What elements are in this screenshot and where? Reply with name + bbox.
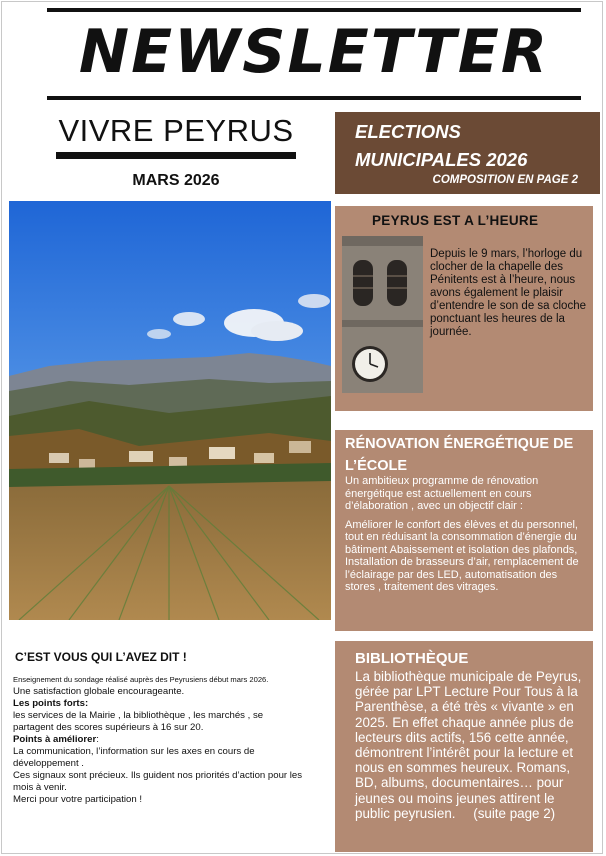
bell-tower-illustration	[342, 236, 423, 393]
issue-date: MARS 2026	[132, 172, 220, 189]
renovation-body: Améliorer le confort des élèves et du personnel, tout en réduisant la consommation d’énergie du bâtiment Abaissement et isolation des plafonds, Installation de brasseurs d’air, remplacement de l’éclairage par des LED, automatisation des stores , traitement des vitrages.	[345, 519, 579, 594]
page-title: VIVRE PEYRUS	[58, 113, 294, 148]
newsletter-masthead: NEWSLETTER	[78, 17, 550, 87]
library-body: La bibliothèque municipale de Peyrus, gérée par LPT Lecture Pour Tous à la Parenthèse, a été très « vivante » en 2025. En effet chaque année plus de lecteurs dits actifs, 156 cette année, démontrent l’intérêt pour la lecture et nous en sommes heureux. Romans, BD, albums, documentaires… pour jeunes ou moins jeunes attirent le public peyrusien.	[355, 669, 582, 821]
elections-subtitle: COMPOSITION EN PAGE 2	[432, 174, 578, 186]
village-landscape-photo	[9, 201, 331, 620]
elections-heading	[355, 118, 527, 174]
library-title: BIBLIOTHÈQUE	[355, 650, 469, 667]
landscape-illustration	[9, 201, 331, 620]
survey-satisfaction: Une satisfaction globale encourageante.	[13, 685, 185, 697]
survey-improve-label: Points à améliorer	[13, 733, 97, 745]
elections-line2: MUNICIPALES 2026	[355, 149, 528, 170]
renovation-intro: Un ambitieux programme de rénovation énergétique est actuellement en cours d’élaboration , avec un objectif clair :	[345, 475, 539, 512]
bell-tower-photo	[342, 236, 423, 393]
bottom-rule	[47, 96, 581, 100]
library-text	[355, 669, 590, 821]
elections-line1: ELECTIONS	[355, 121, 461, 142]
survey-intro: Enseignement du sondage réalisé auprès des Peyrusiens début mars 2026.	[13, 675, 269, 684]
renovation-title: RÉNOVATION ÉNERGÉTIQUE DE L’ÉCOLE	[345, 436, 574, 474]
elections-banner	[335, 112, 600, 194]
survey-improve-text: La communication, l’information sur les axes en cours de développement .	[13, 745, 255, 769]
survey-improve-heading: Points à améliorer:	[13, 733, 99, 745]
survey-strong-text: les services de la Mairie , la bibliothèque , les marchés , se partagent des scores supérieurs à 16 sur 20.	[13, 709, 264, 733]
title-underline	[56, 152, 296, 159]
survey-thanks: Merci pour votre participation !	[13, 793, 143, 805]
survey-signals: Ces signaux sont précieux. Ils guident nos priorités d’action pour les mois à venir.	[13, 769, 303, 793]
survey-title: C’EST VOUS QUI L’AVEZ DIT !	[15, 650, 187, 664]
survey-section	[13, 675, 305, 806]
clock-text: Depuis le 9 mars, l’horloge du clocher de la chapelle des Pénitents est à l’heure, nous avons également le plaisir d’entendre le son de sa cloche ponctuant les heures de la journée.	[430, 248, 586, 338]
survey-strong-label: Les points forts	[13, 697, 85, 709]
survey-strong-heading: Les points forts:	[13, 697, 89, 709]
library-continued: (suite page 2)	[473, 805, 556, 821]
clock-title: PEYRUS EST A L’HEURE	[372, 213, 539, 228]
